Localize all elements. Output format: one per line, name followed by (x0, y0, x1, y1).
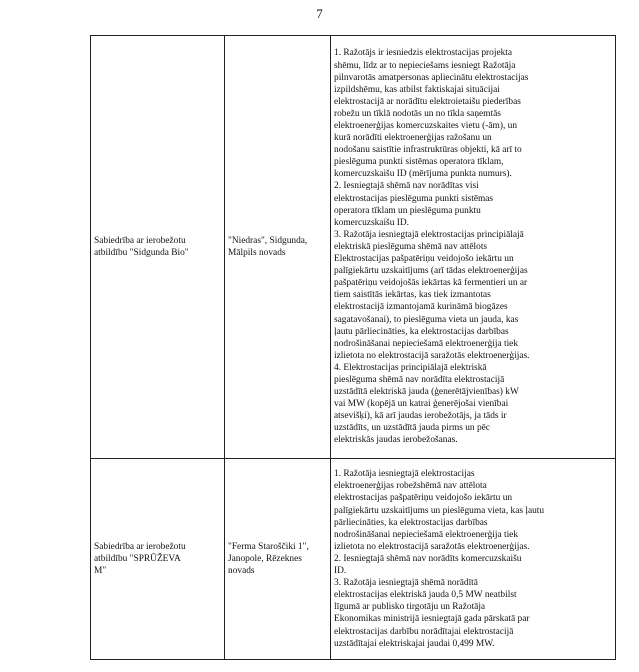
company-line: atbildību "SPRŪŽEVA (94, 553, 181, 564)
notes-line: elektrostacijas darbību norādītajai elektrostacijā (334, 626, 514, 637)
location-line: Janopole, Rēzeknes (228, 553, 302, 564)
notes-line: 3. Ražotāja iesniegtajā shēmā norādītā (334, 578, 478, 589)
company-cell (91, 36, 225, 459)
company-line: M" (94, 566, 107, 577)
notes-line: elektriskā pieslēguma shēmā nav attēlots (334, 241, 488, 252)
company-line: atbildību "Sidgunda Bio" (94, 248, 189, 258)
notes-line: uzstādīts, un uzstādītā jauda pirms un pēc (334, 423, 490, 434)
page-number: 7 (316, 6, 323, 21)
location-line: novads (228, 566, 255, 577)
notes-line: elektrostacijā ar norādītu elektroietaišu piederības (334, 96, 521, 107)
location-line: "Niedras", Sidgunda, (228, 235, 308, 246)
notes-line: ļautu pārliecināties, ka elektrostacijas darbības (334, 326, 509, 337)
notes-line: vai MW (kopējā un katrai ģenerējošai vienībai (334, 399, 509, 410)
notes-line: sagatavošanai), to pieslēguma vieta un jauda, kas (334, 314, 519, 325)
notes-line: elektrostacijā izmantojamā kurināmā biogāzes (334, 302, 508, 313)
notes-line: uzstādītā elektriskā jauda (ģenerētājvienības) kW (334, 387, 519, 398)
notes-line: nodošanu saistītie infrastruktūras objekti, kā arī to (334, 145, 522, 156)
notes-line: pieslēguma punkti sistēmas operatora tīklam, (334, 157, 504, 168)
notes-line: elektrostacijas elektriskā jauda 0,5 MW neatbilst (334, 590, 517, 601)
notes-line: 2. Iesniegtajā shēmā nav norādīts komercuzskaišu (334, 553, 522, 564)
notes-line: 1. Ražotājs ir iesniedzis elektrostacijas projekta (334, 48, 513, 59)
notes-line: komercuzskaišu ID. (334, 217, 409, 228)
notes-line: 1. Ražotāja iesniegtajā elektrostacijas (334, 469, 475, 480)
decision-table (90, 35, 616, 660)
company-cell (91, 459, 225, 660)
notes-line: 3. Ražotāja iesniegtajā elektrostacijas principiālajā (334, 229, 524, 240)
notes-line: 2. Iesniegtajā shēmā nav norādītas visi (334, 181, 479, 192)
notes-line: elektriskās jaudas ierobežošanas. (334, 435, 458, 446)
notes-line: operatora tīklam un pieslēguma punktu (334, 205, 481, 216)
location-line: "Ferma Staroščiki 1", (228, 541, 309, 552)
company-line: Sabiedrība ar ierobežotu (94, 235, 186, 246)
notes-line: atsevišķi), kā arī jaudas ierobežotājs, ja tāds ir (334, 411, 507, 422)
notes-line: ID. (334, 566, 347, 577)
notes-line: elektroenerģijas komercuzskaites vietu (-ām), un (334, 121, 518, 132)
notes-line: elektrostacijas pašpatēriņu veidojošo iekārtu un (334, 493, 513, 504)
notes-line: palīgiekārtu uzskaitījums (arī tādas elektroenerģijas (334, 266, 528, 277)
location-cell (225, 459, 331, 660)
notes-line: tiem saistītās iekārtas, kas tiek izmantotas (334, 290, 491, 301)
notes-line: uzstādītajai elektriskajai jaudai 0,499 MW. (334, 638, 495, 649)
notes-line: nodrošināšanai nepieciešamā elektroenerģija tiek (334, 529, 519, 540)
notes-line: izlietota no elektrostacijā saražotās elektroenerģijas. (334, 541, 530, 552)
notes-line: komercuzskaišu ID (mērījuma punkta numurs). (334, 169, 512, 180)
table-row (91, 36, 616, 459)
notes-line: pilnvarotās amatpersonas apliecinātu elektrostacijas (334, 72, 529, 83)
location-line: Mālpils novads (228, 248, 286, 258)
notes-line: nodrošināšanai nepieciešamā elektroenerģija tiek (334, 338, 519, 349)
notes-line: kurā norādīti elektroenerģijas ražošanu un (334, 133, 492, 144)
notes-line: pieslēguma shēmā nav norādīta elektrostacijā (334, 374, 505, 385)
notes-cell (331, 36, 616, 459)
notes-cell (331, 459, 616, 660)
company-line: Sabiedrība ar ierobežotu (94, 541, 186, 552)
notes-line: 4. Elektrostacijas principiālajā elektriskā (334, 362, 487, 373)
table-row (91, 459, 616, 660)
notes-line: Ekonomikas ministrijā iesniegtajā gada pārskatā par (334, 614, 530, 625)
notes-line: robežu un tīklā nodotās un no tīkla saņemtās (334, 108, 501, 119)
notes-line: izlietota no elektrostacijā saražotās elektroenerģijas. (334, 350, 530, 361)
notes-line: līgumā ar publisko tirgotāju un Ražotāja (334, 602, 486, 613)
notes-line: elektrostacijas pieslēguma punkti sistēmas (334, 193, 494, 204)
notes-line: pašpatēriņu veidojošās iekārtas kā fermentieri un ar (334, 278, 528, 289)
notes-line: pārliecināties, ka elektrostacijas darbības (334, 517, 488, 528)
notes-line: izpildshēmu, kas atbilst faktiskajai situācijai (334, 84, 500, 95)
notes-line: shēmu, līdz ar to nepieciešams iesniegt Ražotāja (334, 60, 516, 71)
notes-line: palīgiekārtu uzskaitījums un pieslēguma vieta, kas ļautu (334, 505, 545, 516)
location-cell (225, 36, 331, 459)
notes-line: Elektrostacijas pašpatēriņu veidojošo iekārtu un (334, 254, 514, 265)
notes-line: elektroenerģijas robežshēmā nav attēlota (334, 481, 487, 492)
